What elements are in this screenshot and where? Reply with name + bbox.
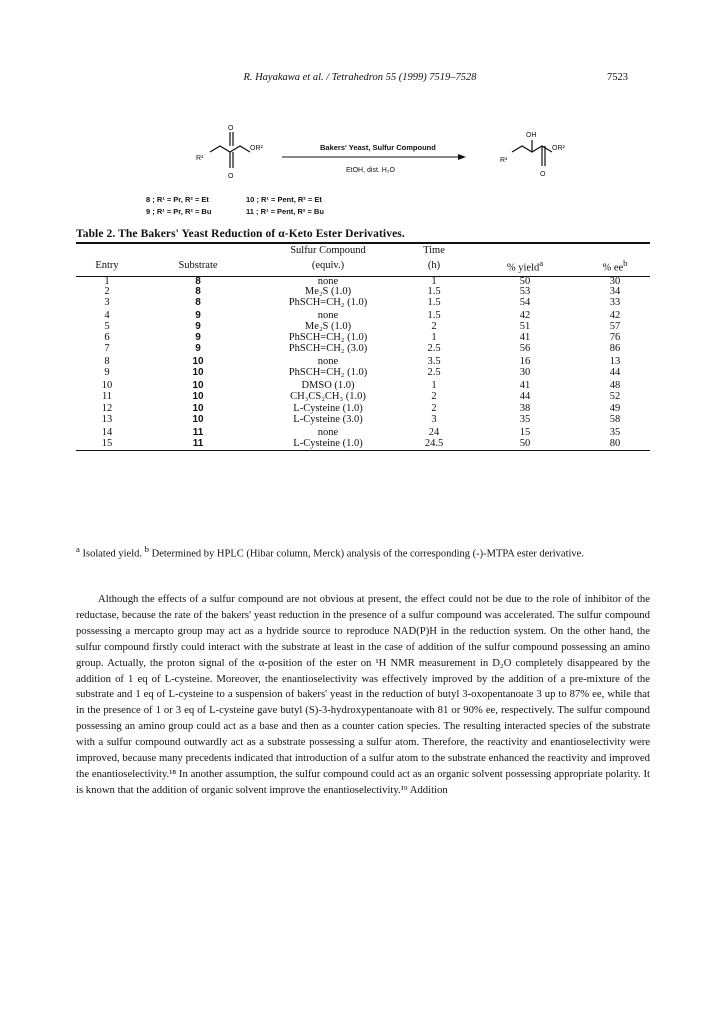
- left-or2-label: OR²: [250, 145, 263, 152]
- cell-ee: 76: [609, 332, 621, 344]
- cell-ee: 57: [609, 321, 621, 333]
- running-head: R. Hayakawa et al. / Tetrahedron 55 (1999) 7519–7528: [243, 72, 477, 83]
- cell-ee: 52: [609, 390, 621, 402]
- cell-yield: 53: [519, 286, 531, 298]
- cell-substrate: 10: [192, 355, 204, 367]
- page-header: [0, 72, 720, 88]
- header-sulfur-line1: Sulfur Compound: [290, 245, 366, 256]
- right-r1-label: R¹: [500, 157, 508, 164]
- cell-substrate: 11: [192, 427, 204, 439]
- header-time-line2: (h): [398, 257, 470, 276]
- reaction-arrowhead: [458, 154, 466, 160]
- cell-yield: 51: [519, 321, 531, 333]
- cell-substrate: 10: [192, 390, 204, 402]
- footnote-b-mark: b: [144, 544, 149, 554]
- cell-time: 1.5: [427, 310, 441, 322]
- cell-entry: 5: [104, 321, 110, 333]
- cell-time: 1.5: [427, 297, 441, 309]
- keto-oxygen-label: O: [228, 125, 234, 132]
- cell-time: 24.5: [424, 438, 444, 450]
- cell-sulfur: DMSO (1.0): [301, 379, 355, 391]
- cell-entry: 9: [104, 366, 110, 378]
- cell-ee: 44: [609, 366, 621, 378]
- results-table: [76, 242, 650, 451]
- table-row: [76, 368, 650, 379]
- cell-substrate: 9: [195, 342, 201, 354]
- cell-ee: 49: [609, 403, 621, 415]
- table-row: [76, 298, 650, 309]
- cell-entry: 7: [104, 342, 110, 354]
- ester-oxygen-label: O: [228, 173, 234, 180]
- cell-substrate: 10: [192, 366, 204, 378]
- reaction-scheme-drawing: [0, 110, 720, 225]
- cell-yield: 41: [519, 332, 531, 344]
- table-row: [76, 355, 650, 368]
- cell-yield: 15: [519, 427, 531, 439]
- footnote-a-mark: a: [76, 544, 80, 554]
- cell-yield: 35: [519, 414, 531, 426]
- cell-ee: 33: [609, 297, 621, 309]
- body-text: [76, 592, 650, 799]
- right-oh-label: OH: [526, 132, 537, 139]
- header-time-line1: Time: [423, 245, 445, 256]
- cell-ee: 86: [609, 342, 621, 354]
- header-sulfur-line2: (equiv.): [258, 257, 398, 276]
- cell-entry: 12: [101, 403, 113, 415]
- footnote-a: Isolated yield.: [79, 548, 145, 560]
- cell-sulfur: L-Cysteine (1.0): [293, 403, 363, 415]
- table-row: [76, 276, 650, 287]
- cell-entry: 14: [101, 427, 113, 439]
- cell-ee: 30: [609, 275, 621, 287]
- cell-entry: 10: [101, 379, 113, 391]
- cell-yield: 54: [519, 297, 531, 309]
- compound-label-10: 10 ; R¹ = Pent, R² = Et: [246, 195, 322, 204]
- table-row: [76, 439, 650, 450]
- cell-yield: 41: [519, 379, 531, 391]
- cell-sulfur: PhSCH=CH₂ (1.0): [288, 366, 368, 378]
- cell-sulfur: Me₂S (1.0): [304, 321, 352, 333]
- compound-label-11: 11 ; R¹ = Pent, R² = Bu: [246, 207, 324, 216]
- cell-sulfur: Me₂S (1.0): [304, 286, 352, 298]
- data-table: [76, 242, 650, 451]
- reaction-scheme: [0, 110, 720, 225]
- cell-entry: 3: [104, 297, 110, 309]
- cell-entry: 15: [101, 438, 113, 450]
- cell-time: 2: [431, 321, 437, 333]
- cell-sulfur: L-Cysteine (1.0): [293, 438, 363, 450]
- right-or2-label: OR²: [552, 145, 565, 152]
- cell-substrate: 8: [195, 286, 201, 298]
- table-row: [76, 309, 650, 322]
- header-yield: [470, 257, 580, 276]
- table-row: [76, 415, 650, 426]
- cell-sulfur: PhSCH=CH₂ (1.0): [288, 332, 368, 344]
- table-row: [76, 379, 650, 392]
- cell-yield: 50: [519, 438, 531, 450]
- cell-entry: 13: [101, 414, 113, 426]
- table-row: [76, 402, 650, 415]
- cell-substrate: 11: [192, 438, 204, 450]
- cell-sulfur: none: [317, 275, 339, 287]
- cell-substrate: 10: [192, 414, 204, 426]
- cell-time: 3: [431, 414, 437, 426]
- cell-yield: 42: [519, 310, 531, 322]
- footnote-b: Determined by HPLC (Hibar column, Merck) analysis of the corresponding (-)-MTPA ester derivative.: [149, 548, 584, 560]
- header-entry: Entry: [76, 257, 138, 276]
- cell-time: 1: [431, 379, 437, 391]
- cell-yield: 38: [519, 403, 531, 415]
- cell-sulfur: none: [317, 427, 339, 439]
- reagent-bottom: EtOH, dist. H₂O: [346, 167, 396, 174]
- header-yield-sup: a: [539, 258, 544, 268]
- cell-substrate: 9: [195, 321, 201, 333]
- cell-substrate: 10: [192, 403, 204, 415]
- cell-time: 2.5: [427, 366, 441, 378]
- cell-ee: 58: [609, 414, 621, 426]
- cell-entry: 8: [104, 355, 110, 367]
- page-number: 7523: [607, 72, 628, 83]
- cell-entry: 6: [104, 332, 110, 344]
- cell-substrate: 8: [195, 275, 201, 287]
- header-ee: [580, 257, 650, 276]
- cell-entry: 1: [104, 275, 110, 287]
- cell-sulfur: none: [317, 310, 339, 322]
- cell-ee: 42: [609, 310, 621, 322]
- compound-label-9: 9 ; R¹ = Pr, R² = Bu: [146, 207, 212, 216]
- cell-entry: 2: [104, 286, 110, 298]
- header-ee-sup: b: [623, 258, 628, 268]
- cell-ee: 13: [609, 355, 621, 367]
- cell-yield: 16: [519, 355, 531, 367]
- header-substrate: Substrate: [138, 257, 258, 276]
- cell-yield: 44: [519, 390, 531, 402]
- body-paragraph: Although the effects of a sulfur compound are not obvious at present, the effect could not be due to the role of inhibitor of the reductase, because the rate of the bakers' yeast reduction in the presence of a sulfur compound was accelerated. The sulfur compound possessing a mercapto group may act as a hydride source to reproduce NAD(P)H in the reduction system. On the other hand, the sulfur compound firstly could interact with the substrate at least in the case of addition of the sulfur compound possessing an amino group. Actually, the proton signal of the α-position of the ester on ¹H NMR measurement in D₂O completely disappeared by the addition of 1 eq of L-cysteine. Moreover, the enantioselectivity was effectively improved by the addition of a pre-mixture of the substrate and 1 eq of L-cysteine to a suspension of bakers' yeast in the reduction of butyl 3-oxopentanoate 3 up to 87% ee, while that in the presence of 1 or 3 eq of L-cysteine gave butyl (S)-3-hydroxypentanoate with 81 or 90% ee, respectively. The sulfur compound possessing an amino group could act as a base and then as a counter cation species. The resulting interacted species of the substrate with a sulfur compound outwardly act as a substrate possessing a sulfur atom. Therefore, the reactivity and enantioselectivity were improved, because many precedents indicated that introduction of a sulfur atom to the substrate enhanced the reactivity and improved the enantioselectivity.¹⁸ In another assumption, the sulfur compound could act as an organic solvent possessing appropriate polarity. It is known that the addition of organic solvent improve the enantioselectivity.¹⁹ Addition: [76, 593, 650, 796]
- cell-ee: 34: [609, 286, 621, 298]
- cell-time: 1.5: [427, 286, 441, 298]
- cell-substrate: 8: [195, 297, 201, 309]
- cell-yield: 30: [519, 366, 531, 378]
- cell-sulfur: L-Cysteine (3.0): [293, 414, 363, 426]
- hydroxy-ester-structure: [512, 140, 552, 166]
- cell-sulfur: PhSCH=CH₂ (3.0): [288, 342, 368, 354]
- table-caption: Table 2. The Bakers' Yeast Reduction of α-Keto Ester Derivatives.: [76, 228, 405, 240]
- cell-time: 1: [431, 275, 437, 287]
- reagent-top: Bakers' Yeast, Sulfur Compound: [320, 143, 436, 152]
- compound-label-8: 8 ; R¹ = Pr, R² = Et: [146, 195, 209, 204]
- cell-time: 2.5: [427, 342, 441, 354]
- cell-time: 24: [428, 427, 440, 439]
- table-row: [76, 392, 650, 403]
- cell-sulfur: PhSCH=CH₂ (1.0): [288, 297, 368, 309]
- cell-ee: 35: [609, 427, 621, 439]
- right-oxygen-label: O: [540, 171, 546, 178]
- cell-sulfur: CH₃CS₂CH₃ (1.0): [290, 390, 366, 402]
- table-row: [76, 426, 650, 439]
- cell-entry: 4: [104, 310, 110, 322]
- cell-substrate: 10: [192, 379, 204, 391]
- cell-time: 2: [431, 390, 437, 402]
- table-footnote: [76, 542, 650, 562]
- cell-ee: 48: [609, 379, 621, 391]
- cell-yield: 50: [519, 275, 531, 287]
- keto-ester-structure: [210, 132, 250, 168]
- table-row: [76, 344, 650, 355]
- left-r1-label: R¹: [196, 155, 204, 162]
- cell-sulfur: none: [317, 355, 339, 367]
- cell-substrate: 9: [195, 310, 201, 322]
- cell-time: 2: [431, 403, 437, 415]
- cell-time: 3.5: [427, 355, 441, 367]
- cell-ee: 80: [609, 438, 621, 450]
- cell-entry: 11: [101, 390, 113, 402]
- cell-substrate: 9: [195, 332, 201, 344]
- cell-yield: 56: [519, 342, 531, 354]
- header-yield-text: % yield: [506, 262, 540, 274]
- header-ee-text: % ee: [602, 262, 624, 274]
- cell-time: 1: [431, 332, 437, 344]
